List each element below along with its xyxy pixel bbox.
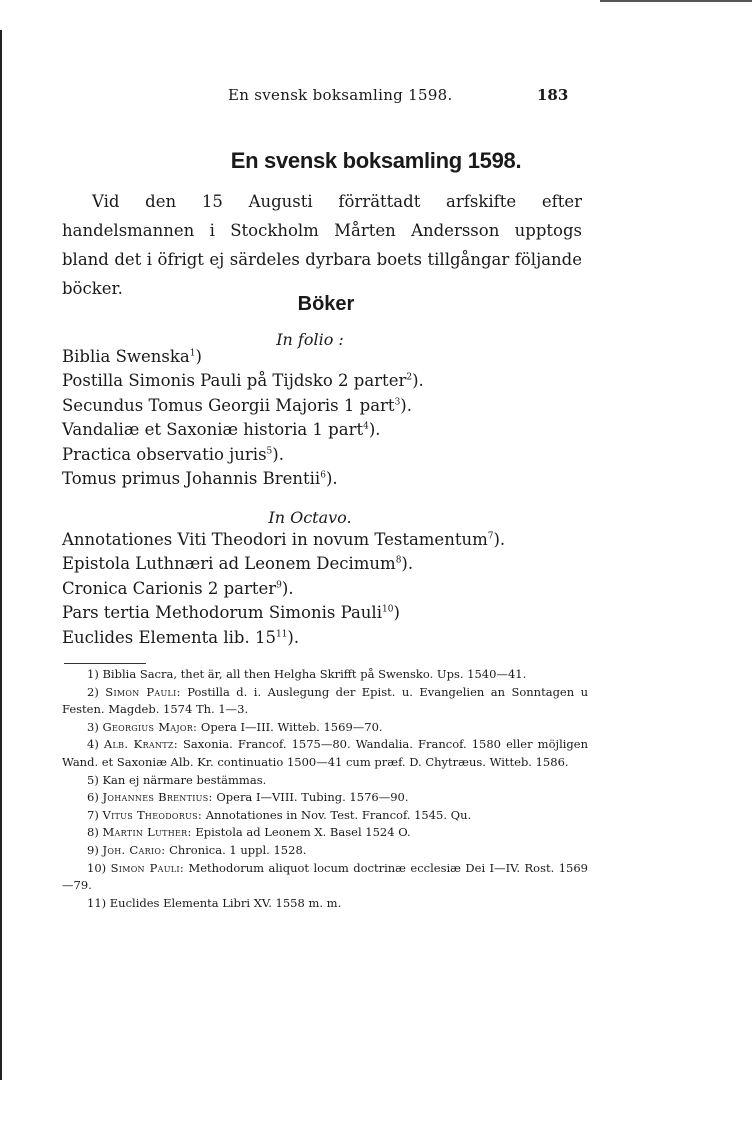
- book-entry: [62, 443, 424, 467]
- page-number: 183: [537, 86, 569, 104]
- octavo-list: [62, 528, 505, 650]
- footnote-author: Georgius Major:: [102, 719, 198, 734]
- folio-list: [62, 345, 424, 491]
- footnote-ref: 4: [363, 421, 369, 432]
- footnote-number: 8): [87, 825, 99, 840]
- footnote-ref-close: ).: [272, 444, 284, 464]
- footnote-ref-close: ).: [287, 627, 300, 647]
- book-title: Epistola Luthnæri ad Leonem Decimum: [62, 554, 396, 574]
- article-title: En svensk boksamling 1598.: [230, 148, 522, 173]
- footnote-number: 5): [87, 772, 99, 787]
- footnote-number: 7): [87, 807, 99, 822]
- footnote: [62, 719, 588, 737]
- footnote-text: Opera I—VIII. Tubing. 1576—90.: [216, 790, 409, 805]
- book-title: Secundus Tomus Georgii Majoris 1 part: [62, 395, 395, 415]
- intro-paragraph: Vid den 15 Augusti förrättadt arfskifte efter handelsmannen i Stockholm Mårten Andersson upptogs bland det i öfrigt ej särdeles dyrbara boets tillgångar följande böcker.: [62, 192, 582, 298]
- footnote-ref: 8: [395, 555, 402, 566]
- footnote-author: Martin Luther:: [102, 825, 192, 840]
- octavo-heading: In Octavo.: [268, 508, 352, 527]
- section-heading: Böker: [297, 293, 355, 315]
- footnote-number: 9): [87, 842, 99, 857]
- book-entry: [62, 394, 424, 418]
- footnote-text: Chronica. 1 uppl. 1528.: [169, 842, 307, 857]
- footnote-ref-close: ).: [368, 420, 381, 440]
- footnote-number: 6): [87, 790, 99, 805]
- footnote-ref: 2: [406, 372, 413, 383]
- book-entry: [62, 345, 424, 369]
- footnote-number: 3): [87, 719, 99, 734]
- footnote: [62, 684, 588, 719]
- footnote: [62, 772, 588, 790]
- footnote-text: Biblia Sacra, thet är, all then Helgha Skrifft på Swensko. Ups. 1540—41.: [102, 667, 527, 681]
- footnote-text: Saxonia. Francof. 1575—80. Wandalia. Francof. 1580 eller möjligen Wand. et Saxoniæ Alb. Kr. continuatio 1500—41 cum præf. D. Chytræus. Witteb. 1586.: [62, 737, 588, 769]
- footnote-text: Methodorum aliquot locum doctrinæ ecclesiæ Dei I—IV. Rost. 1569—79.: [62, 860, 588, 893]
- footnote-ref: 1: [189, 348, 196, 359]
- footnote: [62, 895, 588, 913]
- footnote-ref: 5: [266, 446, 273, 457]
- book-title: Euclides Elementa lib. 15: [62, 627, 276, 647]
- footnote-number: 2): [87, 684, 99, 699]
- book-title: Practica observatio juris: [62, 444, 267, 464]
- book-entry: [62, 369, 424, 393]
- footnote: [62, 842, 588, 860]
- scan-edge-left: [0, 30, 2, 1080]
- footnote-ref-close: ): [393, 603, 400, 623]
- book-entry: [62, 601, 505, 625]
- folio-heading: In folio :: [276, 330, 344, 349]
- footnote-author: Simon Pauli:: [105, 684, 181, 699]
- book-title: Cronica Carionis 2 parter: [62, 578, 277, 598]
- footnote-text: Annotationes in Nov. Test. Francof. 1545. Qu.: [205, 807, 472, 822]
- book-title: Tomus primus Johannis Brentii: [62, 469, 321, 489]
- footnote-author: Vitus Theodorus:: [102, 807, 203, 822]
- book-title: Vandaliæ et Saxoniæ historia 1 part: [62, 420, 364, 440]
- footnote-ref-close: ).: [400, 395, 412, 415]
- footnote-text: Kan ej närmare bestämmas.: [102, 772, 267, 787]
- footnote-ref-close: ).: [401, 554, 414, 574]
- footnote-text: Postilla d. i. Auslegung der Epist. u. Evangelien an Sonntagen u Festen. Magdeb. 1574 Th. 1—3.: [62, 684, 589, 717]
- footnote-ref: 6: [320, 470, 326, 481]
- footnote-text: Opera I—III. Witteb. 1569—70.: [200, 719, 383, 734]
- footnote-author: Joh. Cario:: [102, 842, 166, 857]
- running-head: [0, 86, 752, 108]
- book-entry: [62, 626, 505, 650]
- footnote-ref: 3: [394, 397, 401, 408]
- footnote-number: 11): [87, 895, 107, 910]
- book-title: Pars tertia Methodorum Simonis Pauli: [62, 603, 382, 623]
- footnote-ref-close: ).: [412, 371, 424, 391]
- footnote-text: Epistola ad Leonem X. Basel 1524 O.: [195, 825, 411, 840]
- footnote-ref: 10: [381, 604, 394, 615]
- book-entry: [62, 418, 424, 442]
- footnote-number: 4): [87, 737, 99, 752]
- running-title: En svensk boksamling 1598.: [228, 86, 453, 104]
- footnote: [62, 789, 588, 807]
- footnotes: [62, 666, 588, 912]
- footnote: [62, 807, 588, 825]
- footnote: [62, 736, 588, 771]
- footnote-number: 1): [87, 667, 99, 681]
- footnote-rule: [64, 663, 146, 664]
- footnote-ref-close: ).: [325, 469, 338, 489]
- scan-edge-top: [600, 0, 752, 2]
- footnote-ref-close: ): [195, 347, 202, 366]
- book-entry: [62, 528, 505, 552]
- book-entry: [62, 552, 505, 576]
- footnote: [62, 666, 588, 684]
- footnote-author: Johannes Brentius:: [102, 790, 213, 805]
- footnote: [62, 824, 588, 842]
- footnote-author: Alb. Krantz:: [103, 737, 178, 752]
- footnote-ref: 11: [275, 629, 288, 640]
- book-title: Postilla Simonis Pauli på Tijdsko 2 parter: [62, 371, 407, 391]
- footnote-ref: 7: [487, 531, 494, 542]
- footnote-text: Euclides Elementa Libri XV. 1558 m. m.: [109, 895, 342, 910]
- footnote-number: 10): [87, 860, 107, 875]
- footnote-ref: 9: [276, 580, 282, 591]
- book-title: Annotationes Viti Theodori in novum Testamentum: [62, 530, 488, 549]
- footnote-ref-close: ).: [493, 530, 506, 549]
- book-entry: [62, 467, 424, 491]
- footnote-author: Simon Pauli:: [110, 860, 184, 875]
- book-entry: [62, 577, 505, 601]
- footnote: [62, 860, 588, 895]
- book-title: Biblia Swenska: [62, 347, 190, 366]
- footnote-ref-close: ).: [281, 578, 294, 598]
